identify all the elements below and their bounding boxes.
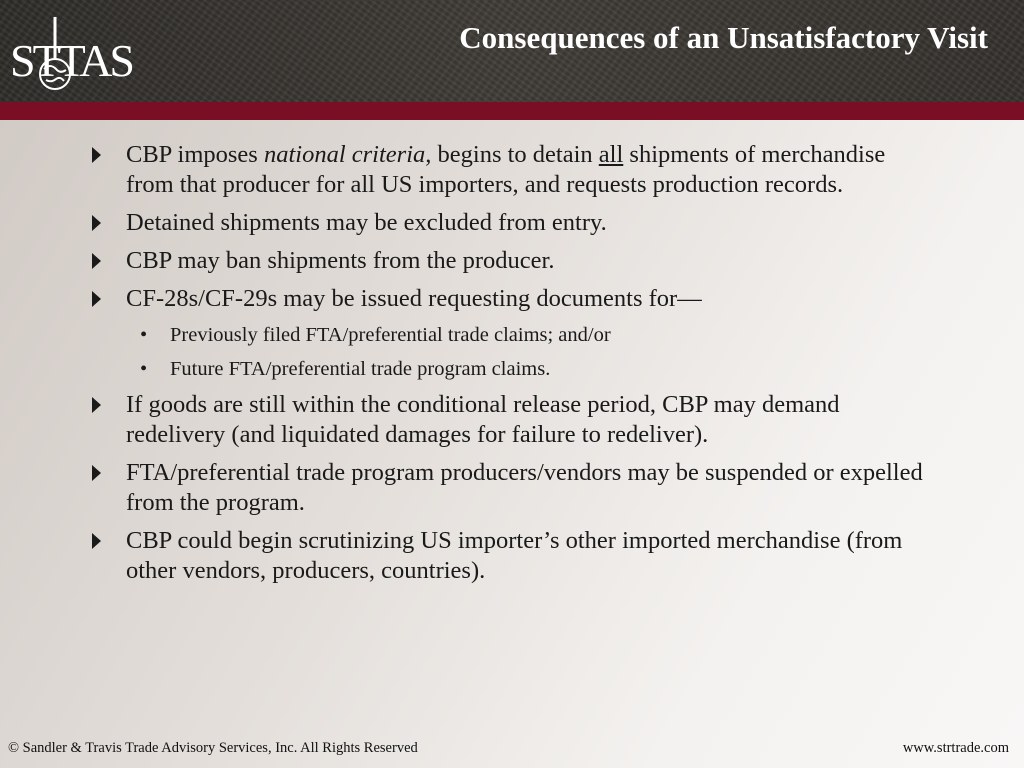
bullet-underline-text: all xyxy=(598,141,624,168)
triangle-bullet-icon xyxy=(92,397,101,413)
bullet-item xyxy=(88,390,938,450)
bullet-text: FTA/preferential trade program producers/vendors may be suspended or expelled from the program. xyxy=(126,459,923,516)
sub-bullet-text: Previously filed FTA/preferential trade claims; and/or xyxy=(170,324,611,346)
sub-bullet-item xyxy=(88,356,938,382)
logo-text: STTAS xyxy=(10,35,132,86)
bullet-text: CBP could begin scrutinizing US importer’s other imported merchandise (from other vendors, producers, countries). xyxy=(126,527,903,584)
triangle-bullet-icon xyxy=(92,147,101,163)
sub-bullet-text: Future FTA/preferential trade program claims. xyxy=(170,358,551,380)
triangle-bullet-icon xyxy=(92,215,101,231)
bullet-item xyxy=(88,458,938,518)
footer-website-link[interactable]: www.strtrade.com xyxy=(902,740,1009,756)
dot-bullet-icon: • xyxy=(140,358,148,380)
bullet-text: shipments of merchandise from that producer for all US importers, and requests production records. xyxy=(126,141,886,198)
bullet-text: Detained shipments may be excluded from entry. xyxy=(126,209,607,236)
bullet-text: CF-28s/CF-29s may be issued requesting documents for— xyxy=(126,285,702,312)
dot-bullet-icon: • xyxy=(140,324,148,346)
bullet-text: If goods are still within the conditional release period, CBP may demand redelivery (and liquidated damages for failure to redeliver). xyxy=(126,391,840,448)
sub-bullet-item xyxy=(88,322,938,348)
bullet-text: CBP may ban shipments from the producer. xyxy=(126,247,555,274)
slide-title: Consequences of an Unsatisfactory Visit xyxy=(459,20,988,55)
triangle-bullet-icon xyxy=(92,533,101,549)
bullet-item xyxy=(88,246,938,276)
header-accent-stripe xyxy=(0,102,1024,120)
bullet-italic-text: national criteria, xyxy=(263,141,432,168)
bullet-item xyxy=(88,140,938,200)
bullet-text: CBP imposes xyxy=(126,141,264,168)
triangle-bullet-icon xyxy=(92,253,101,269)
bullet-text: begins to detain xyxy=(431,141,599,168)
triangle-bullet-icon xyxy=(92,465,101,481)
footer-copyright: © Sandler & Travis Trade Advisory Services, Inc. All Rights Reserved xyxy=(8,740,418,756)
bullet-list xyxy=(88,140,938,594)
strtas-logo xyxy=(10,14,140,94)
bullet-item xyxy=(88,284,938,314)
bullet-item xyxy=(88,526,938,586)
triangle-bullet-icon xyxy=(92,291,101,307)
bullet-item xyxy=(88,208,938,238)
slide-header xyxy=(0,0,1024,102)
